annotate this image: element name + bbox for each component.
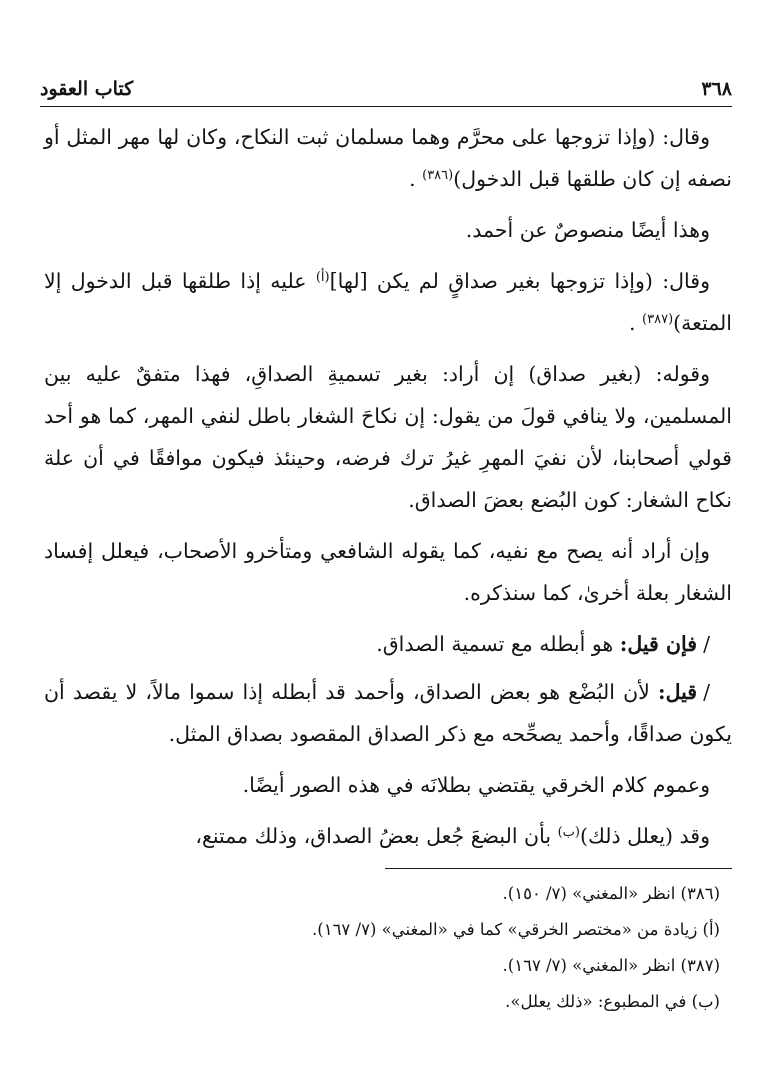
paragraph-9-text: وقد (يعلل ذلك) — [579, 824, 710, 848]
footnote-ref-alif[interactable]: (أ) — [315, 270, 330, 285]
paragraph-8-text: وعموم كلام الخرقي يقتضي بطلانَه في هذه الصور أيضًا. — [242, 773, 710, 797]
paragraph-4-text: وقوله: (بغير صداق) إن أراد: بغير تسميةِ الصداقِ، فهذا متفقٌ عليه بين المسلمين، ولا ينافي قولَ من يقول: إن نكاحَ الشغار باطل لنفي المهر، كما هو أحد قولي أصحابنا، لأن نفيَ المهرِ غيرُ ترك فرضه، وحينئذ فيكون موافقًا في أن علة نكاح الشغار: كون البُضع بعضَ الصداق. — [44, 362, 732, 512]
paragraph-5 — [44, 530, 732, 614]
paragraph-4 — [44, 353, 732, 521]
paragraph-9-text-cont: بأن البضعَ جُعل بعضُ الصداق، وذلك ممتنع، — [195, 824, 558, 848]
paragraph-1 — [44, 116, 732, 200]
paragraph-3 — [44, 260, 732, 344]
paragraph-6-text: هو أبطله مع تسمية الصداق. — [376, 632, 620, 656]
paragraph-6 — [44, 623, 732, 665]
footnotes — [44, 876, 728, 1020]
paragraph-8 — [44, 764, 732, 806]
paragraph-7 — [44, 671, 732, 755]
paragraph-2-text: وهذا أيضًا منصوصٌ عن أحمد. — [465, 218, 710, 242]
folio-mark: / — [703, 632, 710, 656]
footnote-ref-ba[interactable]: (ب) — [557, 825, 580, 840]
main-text — [44, 116, 732, 857]
paragraph-1-text: وقال: (وإذا تزوجها على محرَّم وهما مسلمان ثبت النكاح، وكان لها مهر المثل أو نصفه إن كان طلقها قبل الدخول) — [44, 125, 732, 191]
paragraph-2 — [44, 209, 732, 251]
paragraph-7-text: لأن البُضْع هو بعض الصداق، وأحمد قد أبطله إذا سموا مالاً، لا يقصد أن يكون صداقًا، وأحمد يصحِّحه مع ذكر الصداق المقصود بصداق المثل. — [44, 680, 732, 746]
paragraph-1-end: . — [409, 167, 423, 191]
footnote-ref-387[interactable]: (٣٨٧) — [642, 312, 674, 327]
header-rule — [40, 106, 732, 107]
book-title: كتاب العقود — [40, 78, 134, 100]
footnote-387: (٣٨٧) انظر «المغني» (٧/ ١٦٧). — [502, 956, 720, 975]
paragraph-3-end: . — [628, 311, 643, 335]
reply-label: قيل: — [658, 680, 698, 704]
paragraph-3-text: وقال: (وإذا تزوجها بغير صداقٍ لم يكن [لها] — [329, 269, 710, 293]
footnote-386: (٣٨٦) انظر «المغني» (٧/ ١٥٠). — [502, 884, 720, 903]
footnote-ba: (ب) في المطبوع: «ذلك يعلل». — [505, 992, 720, 1011]
footnote-ref-386[interactable]: (٣٨٦) — [422, 168, 454, 183]
footnote-rule — [385, 868, 732, 869]
objection-label: فإن قيل: — [619, 632, 698, 656]
paragraph-5-text: وإن أراد أنه يصح مع نفيه، كما يقوله الشافعي ومتأخرو الأصحاب، فيعلل إفساد الشغار بعلة أخرىٰ، كما سنذكره. — [44, 539, 732, 605]
page-number: ٣٦٨ — [701, 78, 732, 100]
running-header — [40, 74, 732, 104]
folio-mark: / — [703, 680, 710, 704]
footnote-alif: (أ) زيادة من «مختصر الخرقي» كما في «المغني» (٧/ ١٦٧). — [312, 920, 720, 939]
paragraph-3-text-cont: عليه إذا طلقها قبل الدخول إلا المتعة) — [44, 269, 732, 335]
paragraph-9 — [44, 815, 732, 857]
